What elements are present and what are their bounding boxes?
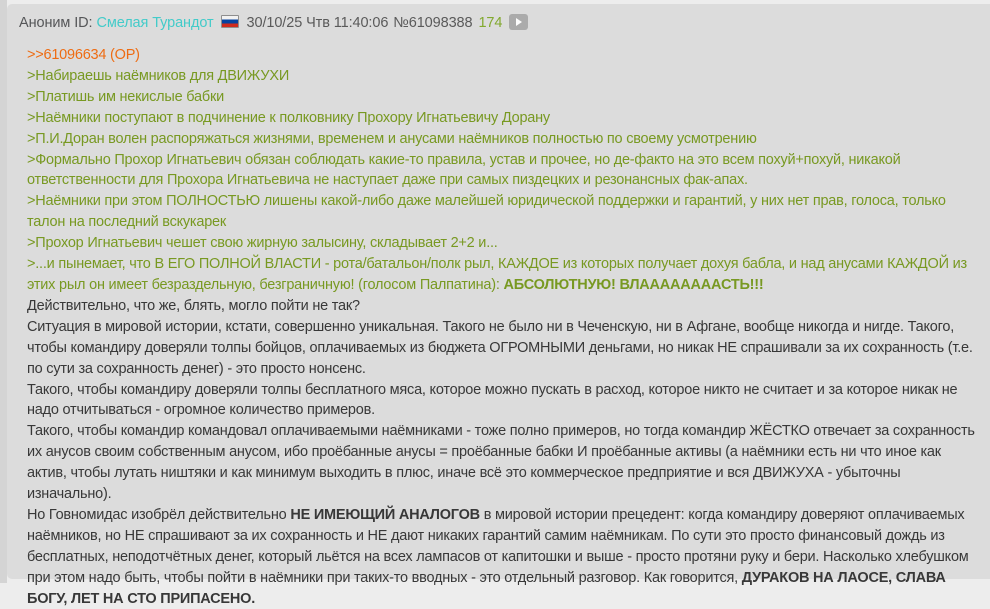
- post-text-line: Ситуация в мировой истории, кстати, совершенно уникальная. Такого не было ни в Чеченскую, ни в Афгане, вообще никогда и нигде. Такого, чтобы командиру доверяли толпы бойцов, оплачиваемых из бюджета ОГРОМНЫМИ деньгами, но никак НЕ спрашивали за их сохранность (т.е. по сути за сохранность денег) - это просто нонсенс.: [27, 318, 973, 377]
- post-datetime: 30/10/25 Чтв 11:40:06: [246, 15, 389, 31]
- post-text-line: Такого, чтобы командиру доверяли толпы бесплатного мяса, которое можно пускать в расход, которое никто не считает и за которое никак не надо отчитываться - огромное количество примеров.: [27, 381, 958, 419]
- reply-link[interactable]: >>61096634 (OP): [27, 47, 140, 63]
- greentext-line: >Наёмники при этом ПОЛНОСТЬЮ лишены какой-либо даже малейшей юридической поддержки и гарантий, у них нет прав, голоса, только талон на последний вскукарек: [27, 193, 946, 231]
- play-icon: [516, 18, 522, 26]
- russia-flag-icon: [221, 15, 239, 28]
- post-text-line: Такого, чтобы командир командовал оплачиваемыми наёмниками - тоже полно примеров, но тогда командир ЖЁСТКО отвечает за сохранность их анусов своим собственным анусом, ибо проёбанные анусы = проёбанные бабки И проёбанные активы (а наёмники есть ни что иное как актив, чтобы лутать ништяки и как минимум выходить в плюс, иначе всё это коммерческое предприятие и вся ДВИЖУХА - убыточны изначально).: [27, 423, 975, 503]
- greentext-line: >Платишь им некислые бабки: [27, 88, 224, 105]
- post-number-link[interactable]: №61098388: [393, 15, 473, 31]
- post-text-line: Но Говномидас изобрёл действительно НЕ ИМЕЮЩИЙ АНАЛОГОВ в мировой истории прецедент: когда командиру доверяют оплачиваемых наёмников, но НЕ спрашивают за их сохранность и НЕ дают никаких гарантий самим наёмникам. По сути это просто финансовый дождь из бесплатных, неподотчётных денег, который льётся на всех лампасов от капитошки и выше - просто протяни руку и бери. Насколько хлебушком при этом надо быть, чтобы пойти в наёмники при таких-то вводных - это отдельный разговор. Как говорится, ДУРАКОВ НА ЛАОСЕ, СЛАВА БОГУ, ЛЕТ НА СТО ПРИПАСЕНО.: [27, 506, 969, 607]
- greentext-line: >Наёмники поступают в подчинение к полковнику Прохору Игнатьевичу Дорану: [27, 109, 550, 126]
- post-body: [19, 45, 980, 609]
- poster-id-label: ID:: [74, 15, 93, 31]
- greentext-line: >П.И.Доран волен распоряжаться жизнями, временем и анусами наёмников полностью по своему усмотрению: [27, 130, 757, 147]
- replies-count: 174: [478, 15, 503, 31]
- post-text-line: Действительно, что же, блять, могло пойти не так?: [27, 297, 360, 314]
- expand-thread-button[interactable]: [509, 14, 528, 30]
- greentext-line: >Прохор Игнатьевич чешет свою жирную залысину, складывает 2+2 и...: [27, 235, 498, 252]
- poster-name: Аноним: [19, 15, 71, 31]
- greentext-line: >...и пынемает, что В ЕГО ПОЛНОЙ ВЛАСТИ - рота/батальон/полк рыл, КАЖДОЕ из которых получает дохуя бабла, и над анусами КАЖДОЙ из этих рыл он имеет безраздельную, безграничную! (голосом Палпатина): АБСОЛЮТНУЮ! ВЛААААААААСТЬ!!!: [27, 256, 967, 293]
- poster-id-value[interactable]: Смелая Турандот: [96, 15, 214, 31]
- greentext-line: >Набираешь наёмников для ДВИЖУХИ: [27, 67, 290, 84]
- post-container: [7, 4, 990, 607]
- greentext-line: >Формально Прохор Игнатьевич обязан соблюдать какие-то правила, устав и прочее, но де-факто на это всем похуй+похуй, никакой ответственности для Прохора Игнатьевича не наступает даже при самых пиздецких и резонансных фак-апах.: [27, 151, 901, 189]
- post-header: [19, 14, 980, 31]
